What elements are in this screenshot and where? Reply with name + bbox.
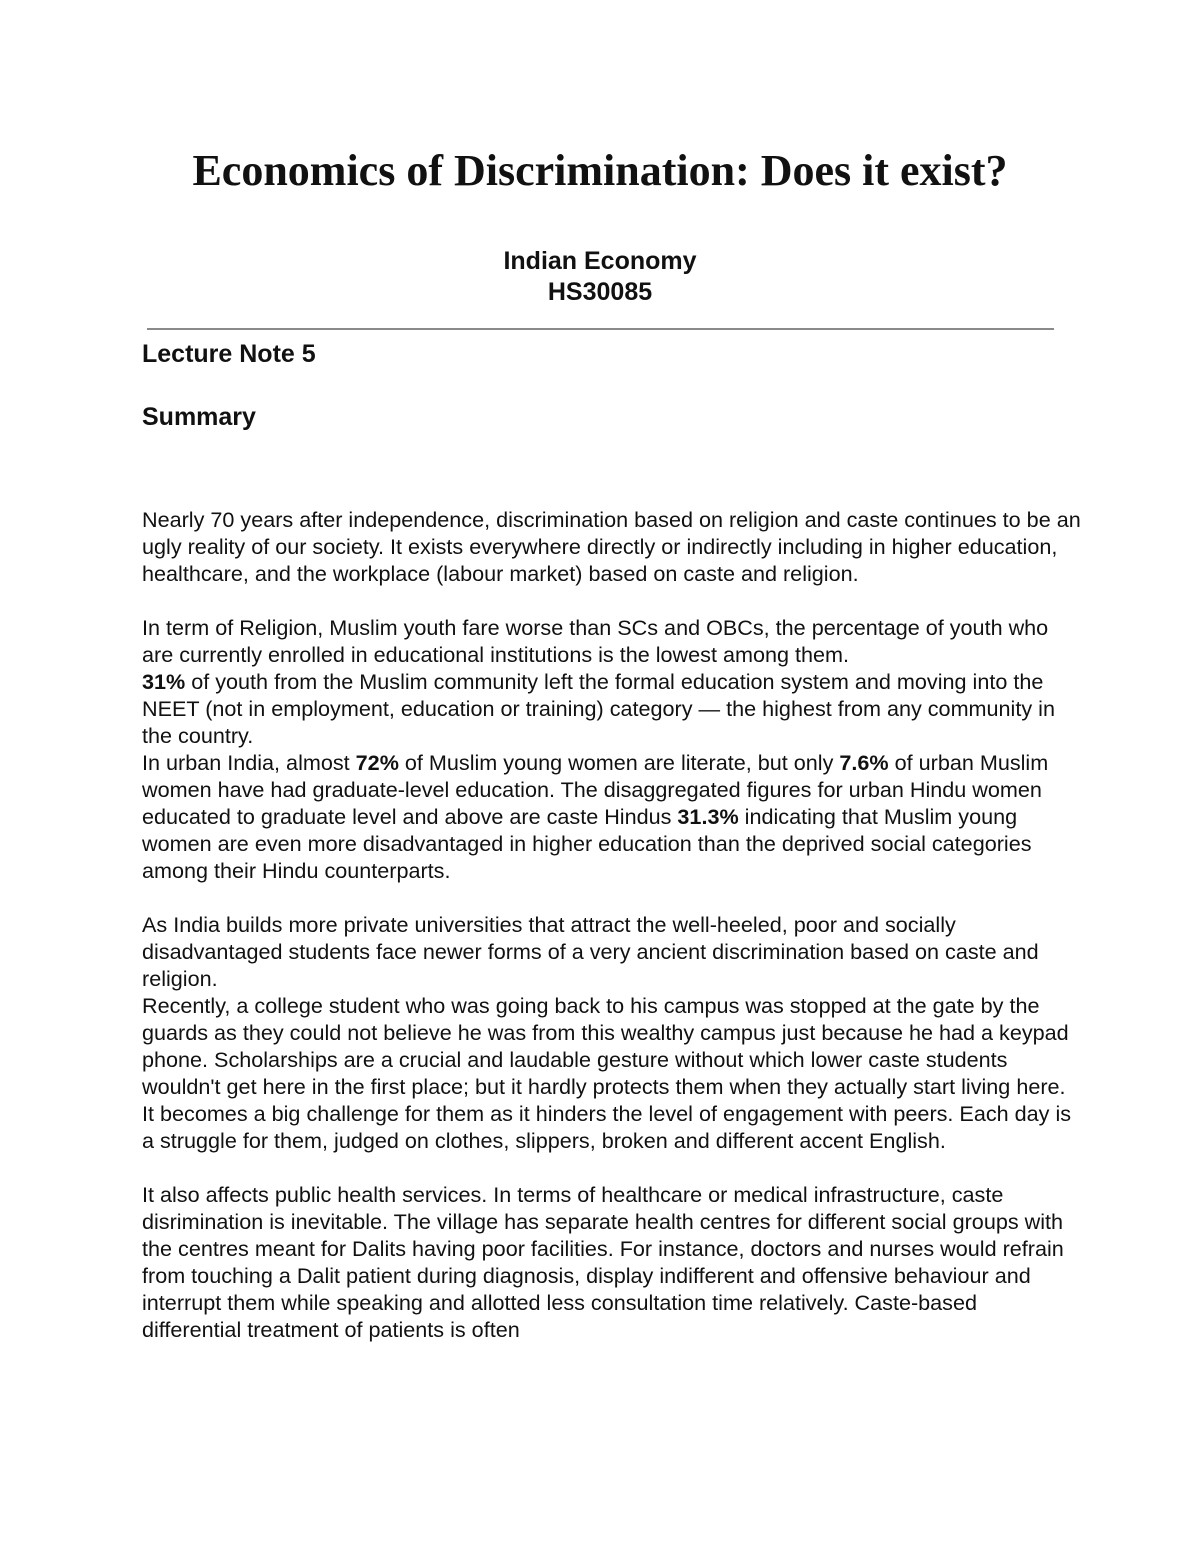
course-name: Indian Economy — [503, 247, 697, 275]
horizontal-divider — [147, 328, 1054, 330]
paragraph-private-universities: As India builds more private universities that attract the well-heeled, poor and socially disadvantaged students face newer forms of a very ancient discrimination based on caste and religion. — [142, 912, 1039, 991]
paragraph-intro: Nearly 70 years after independence, discrimination based on religion and caste continues to be an ugly reality of our society. It exists everywhere directly or indirectly including in higher education, healthcare, and the workplace (labour market) based on caste and religion. — [142, 507, 1081, 586]
paragraph-urban-women — [142, 749, 1082, 884]
paragraph-text: indicating that Muslim young women are even more disadvantaged in higher education than the deprived social categories among their Hindu counterparts. — [142, 804, 1032, 883]
stat-caste-hindus-percent: 31.3% — [677, 804, 739, 829]
paragraph-text: In term of Religion, Muslim youth fare worse than SCs and OBCs, the percentage of youth who are currently enrolled in educational institutions is the lowest among them. — [142, 615, 1049, 667]
paragraph-text: of youth from the Muslim community left the formal education system and moving into the NEET (not in employment, education or training) category — the highest from any community in the country. — [142, 669, 1055, 748]
course-info — [0, 246, 1200, 308]
stat-literate-percent: 72% — [355, 750, 399, 775]
stat-neet-percent: 31% — [142, 669, 186, 694]
paragraph-text: In urban India, almost — [142, 750, 356, 775]
summary-heading: Summary — [142, 403, 256, 431]
summary-body — [142, 506, 1082, 1343]
paragraph-religion — [142, 614, 1082, 749]
paragraph-college-student: Recently, a college student who was going back to his campus was stopped at the gate by the guards as they could not believe he was from this wealthy campus just because he had a keypad phone. Scholarships are a crucial and laudable gesture without which lower caste students wouldn't get here in the first place; but it hardly protects them when they actually start living here. It becomes a big challenge for them as it hinders the level of engagement with peers. Each day is a struggle for them, judged on clothes, slippers, broken and different accent English. — [142, 993, 1072, 1153]
stat-graduate-percent: 7.6% — [839, 750, 889, 775]
paragraph-text: of Muslim young women are literate, but only — [398, 750, 840, 775]
course-code: HS30085 — [547, 278, 653, 306]
paragraph-health-services: It also affects public health services. In terms of healthcare or medical infrastructure, caste disrimination is inevitable. The village has separate health centres for different social groups with the centres meant for Dalits having poor facilities. For instance, doctors and nurses would refrain from touching a Dalit patient during diagnosis, display indifferent and offensive behaviour and interrupt them while speaking and allotted less consultation time relatively. Caste-based differential treatment of patients is often — [142, 1182, 1064, 1342]
document-title: Economics of Discrimination: Does it exist? — [192, 146, 1008, 195]
paragraph-text: of urban Muslim women have had graduate-level education. The disaggregated figures for urban Hindu women educated to graduate level and above are caste Hindus — [142, 750, 1049, 829]
lecture-note-heading: Lecture Note 5 — [142, 340, 316, 368]
